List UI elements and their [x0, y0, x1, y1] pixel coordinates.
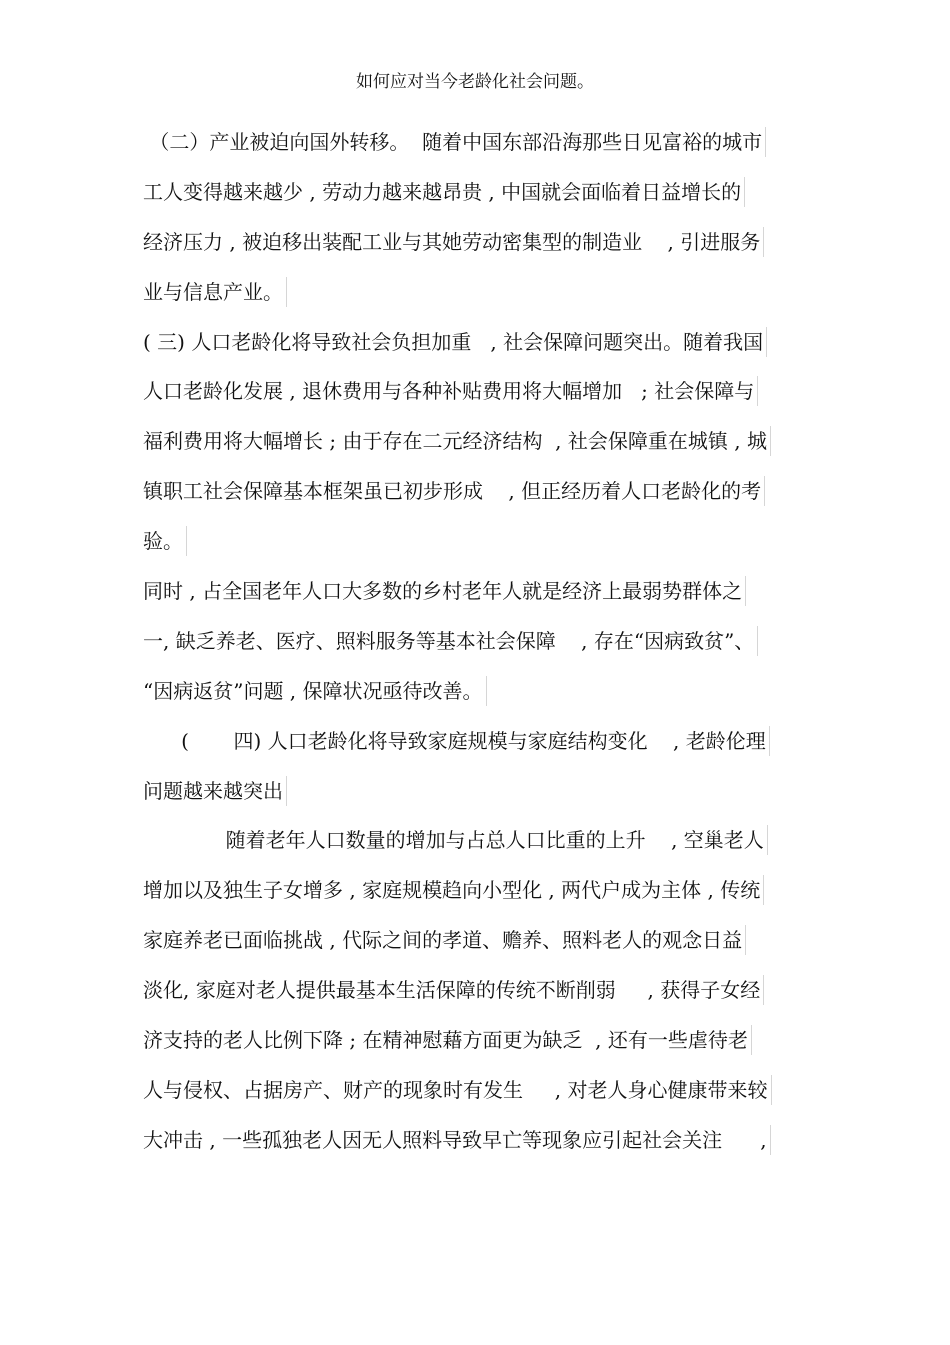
text-line-2: 工人变得越来越少 , 劳动力越来越昂贵 , 中国就会面临着日益增长的 — [143, 177, 745, 207]
text-line-4: 业与信息产业。 — [143, 277, 287, 307]
text-line-11: 一, 缺乏养老、医疗、照料服务等基本社会保障 , 存在“因病致贫”、 — [143, 626, 758, 656]
text-line-3: 经济压力 , 被迫移出装配工业与其她劳动密集型的制造业 , 引进服务 — [143, 227, 764, 257]
text-line-8: 镇职工社会保障基本框架虽已初步形成 , 但正经历着人口老龄化的考 — [143, 476, 765, 506]
text-line-6: 人口老龄化发展 , 退休费用与各种补贴费用将大幅增加 ; 社会保障与 — [143, 376, 758, 406]
text-line-5: ( 三) 人口老龄化将导致社会负担加重 , 社会保障问题突出。随着我国 — [143, 327, 767, 357]
text-line-18: 淡化, 家庭对老人提供最基本生活保障的传统不断削弱 , 获得子女经 — [143, 975, 764, 1005]
text-line-1: （二）产业被迫向国外转移。 随着中国东部沿海那些日见富裕的城市 — [143, 127, 766, 157]
document-title: 如何应对当今老龄化社会问题。 — [356, 72, 594, 92]
text-line-15: 随着老年人口数量的增加与占总人口比重的上升 , 空巢老人 — [143, 825, 768, 855]
text-line-14: 问题越来越突出 — [143, 776, 287, 806]
text-line-19: 济支持的老人比例下降 ; 在精神慰藉方面更为缺乏 , 还有一些虐待老 — [143, 1025, 752, 1055]
text-line-13: ( 四) 人口老龄化将导致家庭规模与家庭结构变化 , 老龄伦理 — [143, 726, 770, 756]
text-line-16: 增加以及独生子女增多 , 家庭规模趋向小型化 , 两代户成为主体 , 传统 — [143, 875, 764, 905]
text-line-20: 人与侵权、占据房产、财产的现象时有发生 , 对老人身心健康带来较 — [143, 1075, 772, 1105]
text-line-7: 福利费用将大幅增长 ; 由于存在二元经济结构 , 社会保障重在城镇 , 城 — [143, 426, 771, 456]
text-line-9: 验。 — [143, 526, 187, 556]
text-line-21: 大冲击 , 一些孤独老人因无人照料导致早亡等现象应引起社会关注 , — [143, 1125, 771, 1155]
text-line-12: “因病返贫”问题 , 保障状况亟待改善。 — [143, 676, 487, 706]
text-line-17: 家庭养老已面临挑战 , 代际之间的孝道、赡养、照料老人的观念日益 — [143, 925, 746, 955]
text-line-10: 同时 , 占全国老年人口大多数的乡村老年人就是经济上最弱势群体之 — [143, 576, 746, 606]
